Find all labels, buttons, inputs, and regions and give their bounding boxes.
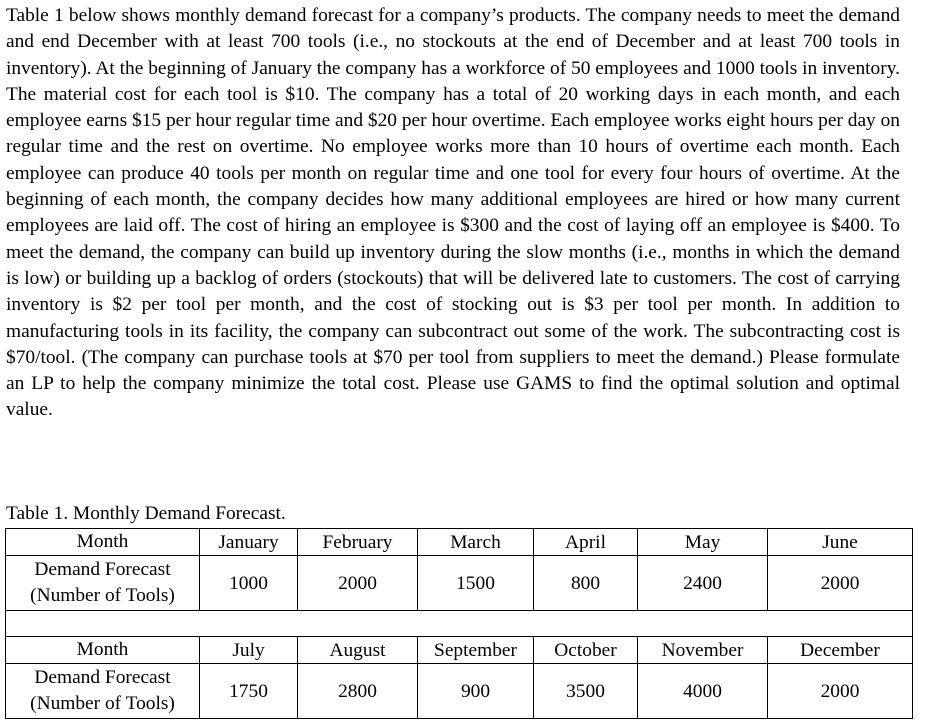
- month-label: Month: [6, 637, 200, 664]
- month-cell: May: [638, 529, 768, 556]
- demand-cell: 3500: [534, 664, 638, 719]
- demand-row-1: [6, 556, 913, 611]
- month-cell: March: [418, 529, 534, 556]
- demand-label: [6, 556, 200, 611]
- demand-cell: 1000: [200, 556, 298, 611]
- month-cell: February: [298, 529, 418, 556]
- demand-cell: 1750: [200, 664, 298, 719]
- month-cell: December: [768, 637, 913, 664]
- demand-label-line2: (Number of Tools): [30, 693, 175, 714]
- month-cell: August: [298, 637, 418, 664]
- spacer-row: [6, 611, 913, 637]
- demand-cell: 1500: [418, 556, 534, 611]
- demand-label: [6, 664, 200, 719]
- demand-cell: 800: [534, 556, 638, 611]
- month-cell: January: [200, 529, 298, 556]
- demand-cell: 2800: [298, 664, 418, 719]
- demand-cell: 2000: [768, 664, 913, 719]
- demand-forecast-table: [5, 528, 913, 719]
- demand-row-2: [6, 664, 913, 719]
- demand-label-line1: Demand Forecast: [34, 667, 171, 688]
- month-cell: June: [768, 529, 913, 556]
- month-cell: September: [418, 637, 534, 664]
- spacer-cell: [6, 611, 913, 637]
- table-caption: Table 1. Monthly Demand Forecast.: [6, 503, 286, 524]
- month-cell: July: [200, 637, 298, 664]
- demand-label-line2: (Number of Tools): [30, 585, 175, 606]
- problem-statement: Table 1 below shows monthly demand forecast for a company’s products. The company needs to meet the demand and end December with at least 700 tools (i.e., no stockouts at the end of December and at least 700 tools in inventory). At the beginning of January the company has a workforce of 50 employees and 1000 tools in inventory. The material cost for each tool is $10. The company has a total of 20 working days in each month, and each employee earns $15 per hour regular time and $20 per hour overtime. Each employee works eight hours per day on regular time and the rest on overtime. No employee works more than 10 hours of overtime each month. Each employee can produce 40 tools per month on regular time and one tool for every four hours of overtime. At the beginning of each month, the company decides how many additional employees are hired or how many current employees are laid off. The cost of hiring an employee is $300 and the cost of laying off an employee is $400. To meet the demand, the company can build up inventory during the slow months (i.e., months in which the demand is low) or building up a backlog of orders (stockouts) that will be delivered late to customers. The cost of carrying inventory is $2 per tool per month, and the cost of stocking out is $3 per tool per month. In addition to manufacturing tools in its facility, the company can subcontract out some of the work. The subcontracting cost is $70/tool. (The company can purchase tools at $70 per tool from suppliers to meet the demand.) Please formulate an LP to help the company minimize the total cost. Please use GAMS to find the optimal solution and optimal value.: [6, 5, 900, 421]
- demand-cell: 2000: [298, 556, 418, 611]
- demand-cell: 2400: [638, 556, 768, 611]
- demand-cell: 2000: [768, 556, 913, 611]
- month-cell: November: [638, 637, 768, 664]
- month-label: Month: [6, 529, 200, 556]
- month-header-row-1: [6, 529, 913, 556]
- demand-label-line1: Demand Forecast: [34, 559, 171, 580]
- demand-cell: 4000: [638, 664, 768, 719]
- demand-cell: 900: [418, 664, 534, 719]
- month-header-row-2: [6, 637, 913, 664]
- month-cell: October: [534, 637, 638, 664]
- month-cell: April: [534, 529, 638, 556]
